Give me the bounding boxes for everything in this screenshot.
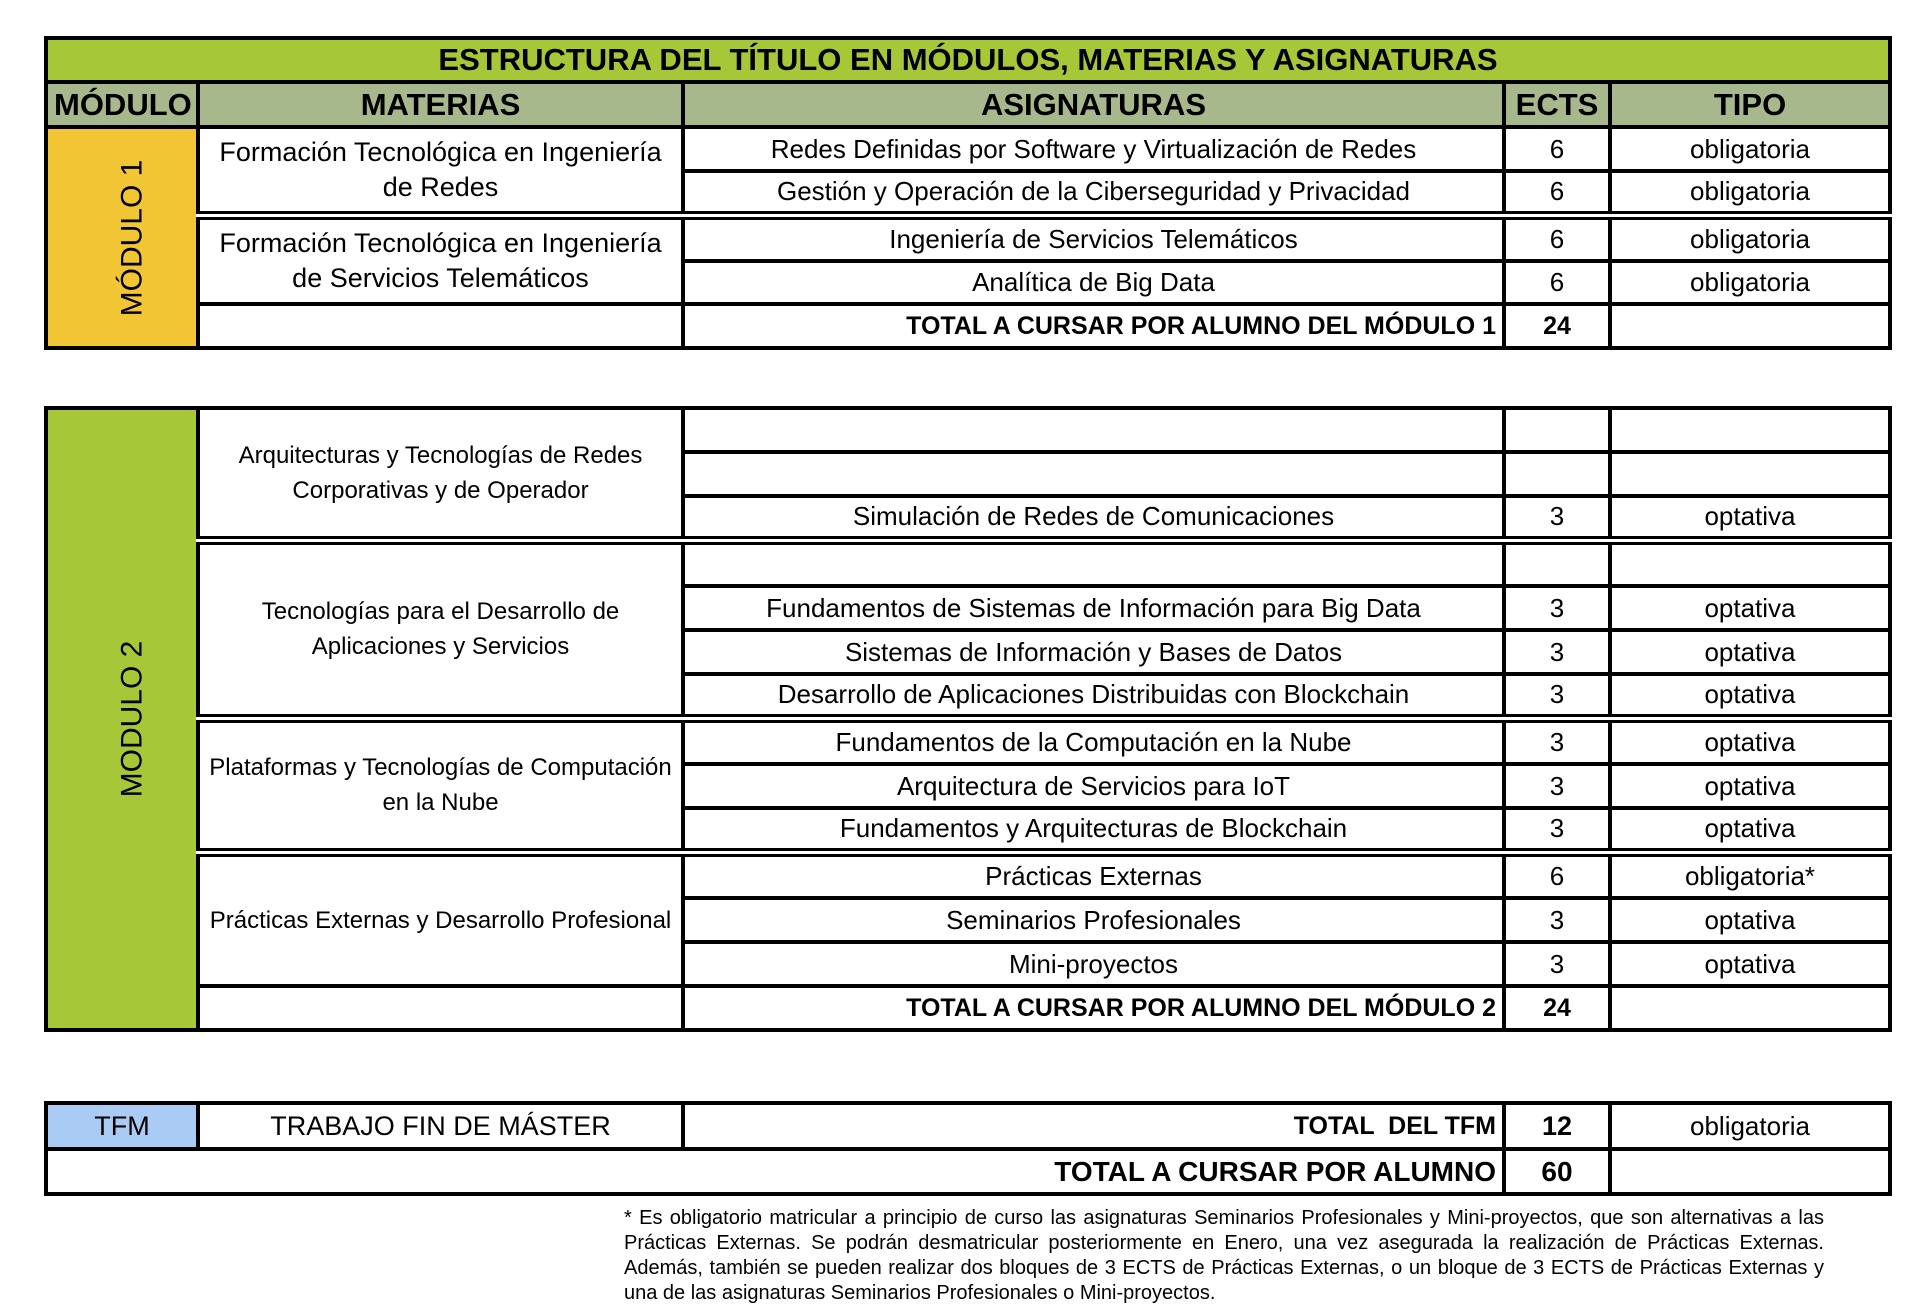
asignatura-tipo: obligatoria	[1610, 171, 1890, 215]
asignatura-tipo: optativa	[1610, 674, 1890, 718]
asignatura-name: Mini-proyectos	[683, 942, 1504, 986]
asignatura-ects: 3	[1504, 808, 1610, 852]
asignatura-name: Seminarios Profesionales	[683, 898, 1504, 942]
modulo2-table	[44, 406, 1892, 1032]
table-title: ESTRUCTURA DEL TÍTULO EN MÓDULOS, MATERIAS Y ASIGNATURAS	[46, 38, 1890, 82]
asignatura-name: Fundamentos de Sistemas de Información para Big Data	[683, 586, 1504, 630]
materia-name: Formación Tecnológica en Ingeniería de Redes	[198, 127, 683, 215]
modulo1-total-ects: 24	[1504, 304, 1610, 348]
asignatura-tipo: optativa	[1610, 942, 1890, 986]
col-header-tipo: TIPO	[1610, 82, 1890, 127]
asignatura-name: Redes Definidas por Software y Virtualización de Redes	[683, 127, 1504, 171]
asignatura-name	[683, 540, 1504, 586]
empty-cell	[198, 304, 683, 348]
materia-name: Formación Tecnológica en Ingeniería de Servicios Telemáticos	[198, 215, 683, 304]
asignatura-name	[683, 452, 1504, 496]
asignatura-tipo: obligatoria	[1610, 261, 1890, 304]
grand-total-ects: 60	[1504, 1149, 1610, 1194]
asignatura-tipo: optativa	[1610, 808, 1890, 852]
modulo1-table	[44, 36, 1892, 350]
modulo2-total-ects: 24	[1504, 986, 1610, 1030]
materia-name: Prácticas Externas y Desarrollo Profesional	[198, 852, 683, 986]
modulo2-label: MODULO 2	[115, 640, 149, 798]
asignatura-tipo	[1610, 408, 1890, 452]
empty-cell	[1610, 304, 1890, 348]
asignatura-tipo	[1610, 452, 1890, 496]
tfm-table	[44, 1101, 1892, 1196]
col-header-materias: MATERIAS	[198, 82, 683, 127]
asignatura-name: Arquitectura de Servicios para IoT	[683, 764, 1504, 808]
materia-name: Tecnologías para el Desarrollo de Aplicaciones y Servicios	[198, 540, 683, 718]
asignatura-ects	[1504, 452, 1610, 496]
tfm-ects: 12	[1504, 1103, 1610, 1149]
asignatura-ects: 6	[1504, 127, 1610, 171]
asignatura-tipo	[1610, 540, 1890, 586]
asignatura-ects	[1504, 540, 1610, 586]
col-header-asignaturas: ASIGNATURAS	[683, 82, 1504, 127]
materia-name: Arquitecturas y Tecnologías de Redes Corporativas y de Operador	[198, 408, 683, 540]
modulo2-label-cell	[46, 408, 198, 1030]
asignatura-ects: 6	[1504, 215, 1610, 261]
asignatura-ects: 3	[1504, 942, 1610, 986]
asignatura-name: Ingeniería de Servicios Telemáticos	[683, 215, 1504, 261]
asignatura-ects: 6	[1504, 261, 1610, 304]
asignatura-tipo: optativa	[1610, 496, 1890, 540]
asignatura-tipo: optativa	[1610, 718, 1890, 764]
asignatura-name: Sistemas de Información y Bases de Datos	[683, 630, 1504, 674]
asignatura-ects	[1504, 408, 1610, 452]
asignatura-ects: 6	[1504, 852, 1610, 898]
asignatura-ects: 6	[1504, 171, 1610, 215]
asignatura-name	[683, 408, 1504, 452]
modulo1-label: MÓDULO 1	[115, 159, 149, 316]
col-header-modulo: MÓDULO	[46, 82, 198, 127]
tfm-tipo: obligatoria	[1610, 1103, 1890, 1149]
asignatura-tipo: obligatoria	[1610, 215, 1890, 261]
tfm-label: TFM	[46, 1103, 198, 1149]
asignatura-name: Fundamentos y Arquitecturas de Blockchain	[683, 808, 1504, 852]
grand-total-label: TOTAL A CURSAR POR ALUMNO	[46, 1149, 1504, 1194]
modulo1-total-label: TOTAL A CURSAR POR ALUMNO DEL MÓDULO 1	[683, 304, 1504, 348]
asignatura-name: Simulación de Redes de Comunicaciones	[683, 496, 1504, 540]
materia-name: Plataformas y Tecnologías de Computación en la Nube	[198, 718, 683, 852]
asignatura-ects: 3	[1504, 718, 1610, 764]
asignatura-ects: 3	[1504, 630, 1610, 674]
tfm-materia: TRABAJO FIN DE MÁSTER	[198, 1103, 683, 1149]
asignatura-ects: 3	[1504, 764, 1610, 808]
col-header-ects: ECTS	[1504, 82, 1610, 127]
empty-cell	[1610, 986, 1890, 1030]
asignatura-tipo: obligatoria	[1610, 127, 1890, 171]
tfm-total-label: TOTAL DEL TFM	[683, 1103, 1504, 1149]
asignatura-ects: 3	[1504, 674, 1610, 718]
asignatura-name: Gestión y Operación de la Ciberseguridad y Privacidad	[683, 171, 1504, 215]
modulo1-label-cell	[46, 127, 198, 348]
asignatura-ects: 3	[1504, 586, 1610, 630]
empty-cell	[198, 986, 683, 1030]
asignatura-name: Desarrollo de Aplicaciones Distribuidas con Blockchain	[683, 674, 1504, 718]
empty-cell	[1610, 1149, 1890, 1194]
asignatura-tipo: obligatoria*	[1610, 852, 1890, 898]
asignatura-name: Analítica de Big Data	[683, 261, 1504, 304]
asignatura-ects: 3	[1504, 496, 1610, 540]
asignatura-tipo: optativa	[1610, 764, 1890, 808]
asignatura-name: Prácticas Externas	[683, 852, 1504, 898]
asignatura-tipo: optativa	[1610, 898, 1890, 942]
modulo2-total-label: TOTAL A CURSAR POR ALUMNO DEL MÓDULO 2	[683, 986, 1504, 1030]
asignatura-ects: 3	[1504, 898, 1610, 942]
asignatura-tipo: optativa	[1610, 630, 1890, 674]
footnote: * Es obligatorio matricular a principio de curso las asignaturas Seminarios Profesionales y Mini-proyectos, que son alternativas a las Prácticas Externas. Se podrán desmatricular posteriormente en Enero, una vez asegurada la realización de Prácticas Externas. Además, también se pueden realizar dos bloques de 3 ECTS de Prácticas Externas, o un bloque de 3 ECTS de Prácticas Externas y una de las asignaturas Seminarios Profesionales o Mini-proyectos.	[624, 1207, 1824, 1304]
asignatura-name: Fundamentos de la Computación en la Nube	[683, 718, 1504, 764]
asignatura-tipo: optativa	[1610, 586, 1890, 630]
